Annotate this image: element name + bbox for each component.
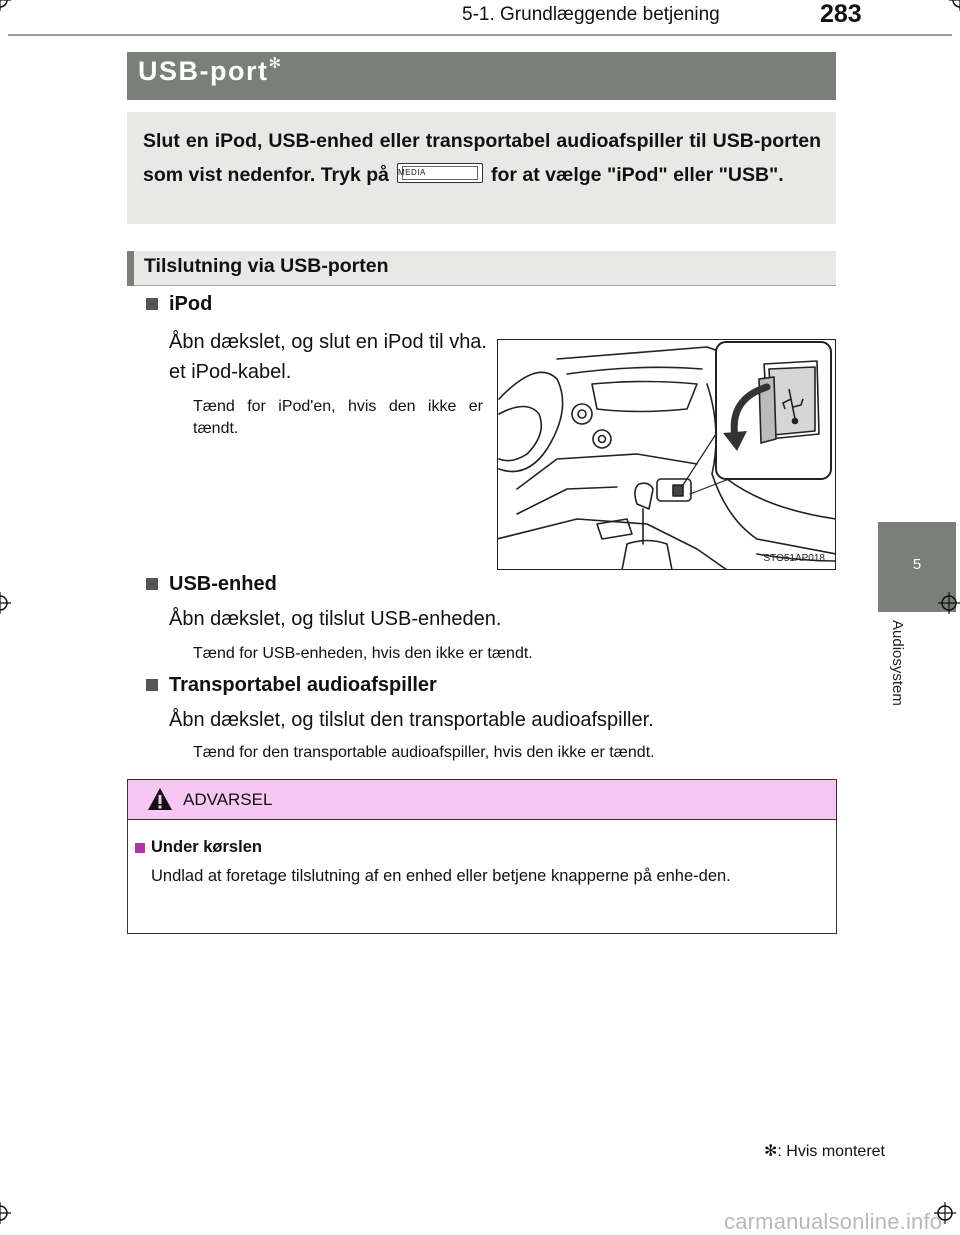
illustration-code: STO51AP018: [763, 553, 825, 564]
section-body-ipod: Åbn dækslet, og slut en iPod til vha. et iPod-kabel.: [169, 331, 487, 383]
usb-port-illustration: [497, 339, 836, 570]
warning-bullet-icon: [135, 843, 145, 853]
optional-marker: ✻: [268, 55, 283, 72]
warning-body: Undlad at foretage tilslutning af en enhed eller betjene knapperne på enhe-den.: [151, 867, 731, 885]
square-bullet-icon: [146, 298, 158, 310]
page-title-text: USB-port: [138, 56, 269, 86]
media-button-icon: [397, 163, 483, 183]
subheading: Tilslutning via USB-porten: [144, 255, 389, 277]
subheading-accent: [127, 251, 134, 286]
chapter-label: Audiosystem: [889, 620, 906, 706]
section-heading-portable: Transportabel audioafspiller: [169, 674, 437, 696]
page-number: 283: [820, 0, 862, 28]
section-note-usb: Tænd for USB-enheden, hvis den ikke er tændt.: [193, 645, 533, 662]
media-button-label: MEDIA: [398, 167, 426, 177]
footnote: ✻: Hvis monteret: [764, 1143, 885, 1160]
section-heading-usb: USB-enhed: [169, 573, 277, 595]
registration-mark-icon: [949, 0, 960, 11]
warning-heading: Under kørslen: [151, 838, 262, 856]
page-title: [138, 56, 283, 87]
section-body-portable: Åbn dækslet, og tilslut den transportable audioafspiller.: [169, 709, 654, 731]
square-bullet-icon: [146, 578, 158, 590]
warning-label: ADVARSEL: [183, 790, 273, 809]
warning-triangle-icon: [147, 787, 173, 811]
section-heading-ipod: iPod: [169, 293, 213, 315]
section-note-portable: Tænd for den transportable audioafspiller, hvis den ikke er tændt.: [193, 744, 655, 761]
registration-mark-icon: [0, 0, 11, 11]
registration-mark-icon: [0, 592, 11, 614]
intro-text: [143, 124, 821, 192]
section-note-ipod: Tænd for iPod'en, hvis den ikke er tændt.: [193, 398, 483, 437]
registration-mark-icon: [938, 592, 960, 614]
chapter-number: 5: [912, 556, 922, 573]
registration-mark-icon: [0, 1202, 11, 1224]
watermark: carmanualsonline.info: [724, 1209, 943, 1234]
intro-text-part2: for at vælge "iPod" eller "USB".: [491, 164, 784, 186]
section-title: 5-1. Grundlæggende betjening: [462, 4, 720, 25]
intro-text-part1: Slut en iPod, USB-enhed eller transportabel audioafspiller til USB-porten som vist nedenfor. Tryk på: [143, 130, 821, 186]
header-divider: [8, 34, 952, 36]
section-body-usb: Åbn dækslet, og tilslut USB-enheden.: [169, 608, 502, 630]
square-bullet-icon: [146, 679, 158, 691]
